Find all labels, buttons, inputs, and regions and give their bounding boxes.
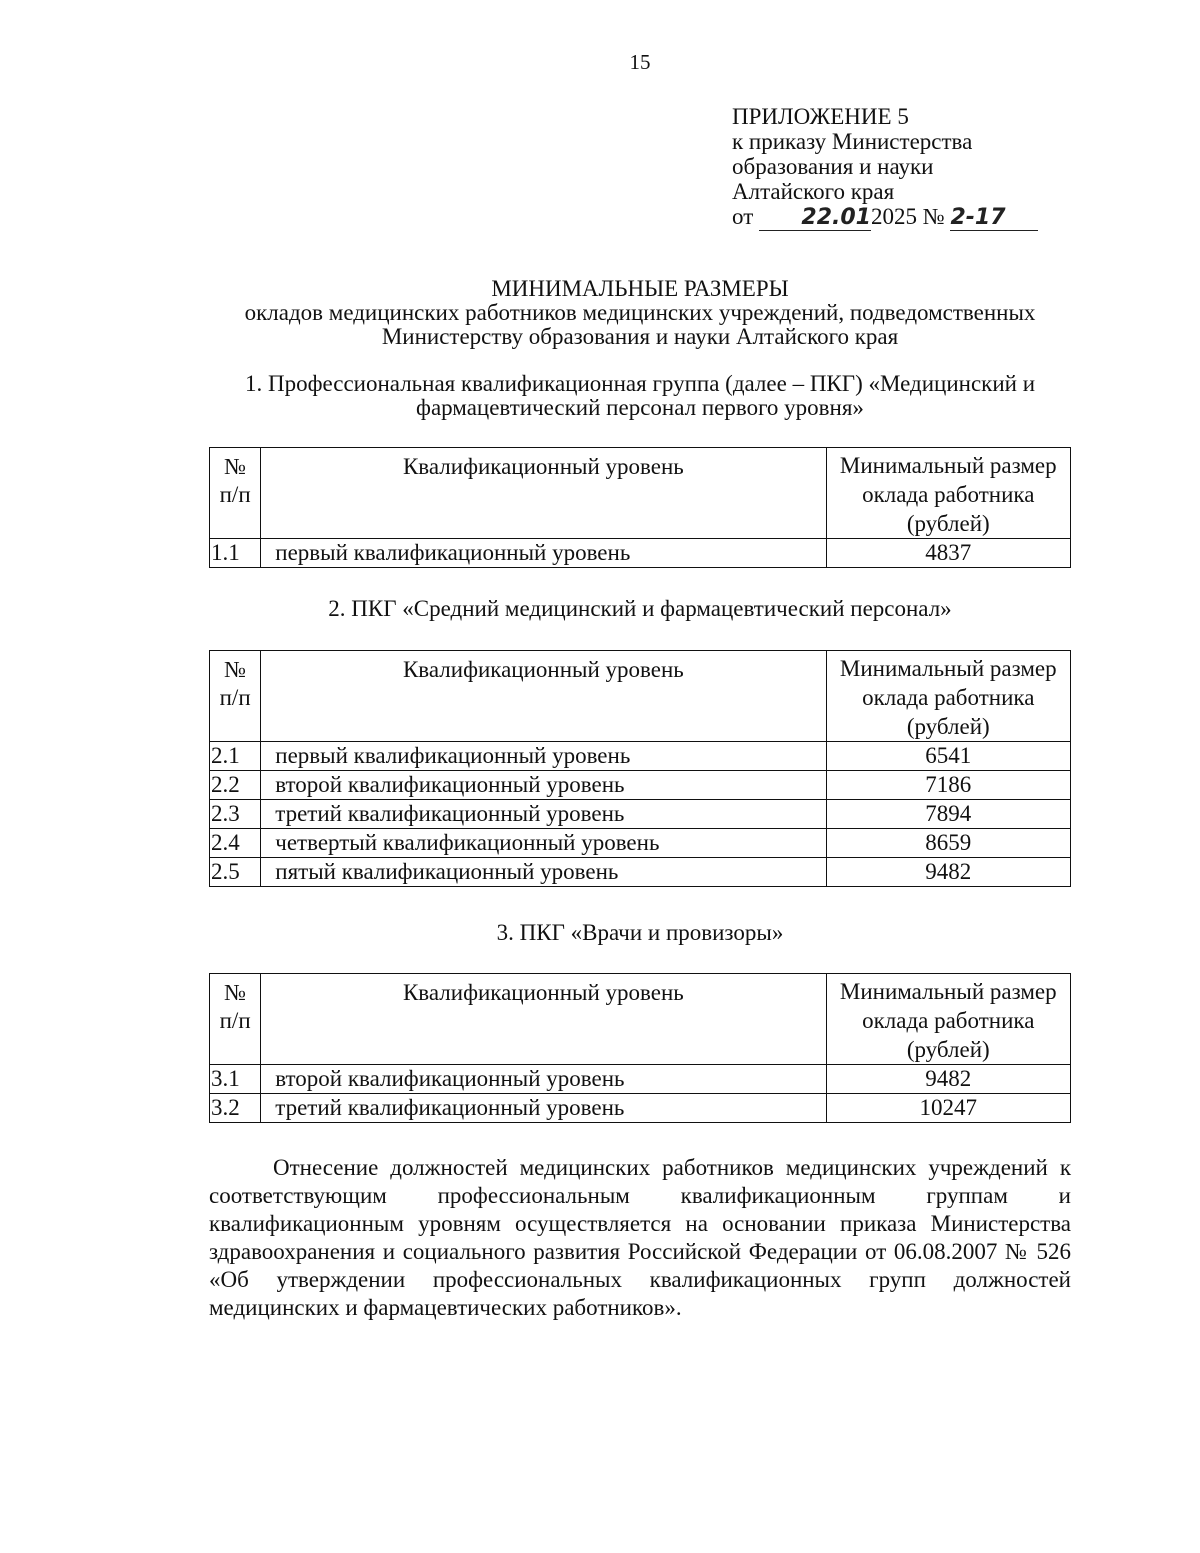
closing-paragraph [209,1154,1071,1322]
row-salary: 10247 [826,1094,1070,1123]
table-row [210,539,1071,568]
header-num-line-1: № [224,454,247,479]
header-salary-line-1: Минимальный размер [839,979,1057,1004]
row-level: четвертый квалификационный уровень [261,829,826,858]
table-header-row [210,974,1071,1065]
table-row [210,771,1071,800]
row-salary: 9482 [826,1065,1070,1094]
row-level: первый квалификационный уровень [261,742,826,771]
document-title [200,277,1080,349]
header-num-line-2: п/п [219,482,251,507]
table-row [210,1065,1071,1094]
row-salary: 8659 [826,829,1070,858]
row-num: 2.4 [210,829,261,858]
header-num [210,651,261,742]
table-header-row [210,651,1071,742]
row-salary: 9482 [826,858,1070,887]
section-3-heading-line-1: 3. ПКГ «Врачи и провизоры» [496,920,784,945]
header-salary-line-2: оклада работника [862,685,1035,710]
row-num: 3.1 [210,1065,261,1094]
header-salary-line-3: (рублей) [906,511,990,536]
year-text: 2025 № [871,204,945,229]
section-1-heading [200,372,1080,420]
handwritten-order-number: 2-17 [950,208,1038,231]
date-prefix: от [732,204,754,229]
appendix-line-3: Алтайского края [732,179,895,204]
row-num: 2.2 [210,771,261,800]
section-1-table [209,447,1071,568]
row-num: 2.3 [210,800,261,829]
header-num [210,448,261,539]
row-level: первый квалификационный уровень [261,539,826,568]
appendix-line-1: к приказу Министерства [732,129,973,154]
row-salary: 6541 [826,742,1070,771]
section-1-heading-line-2: фармацевтический персонал первого уровня» [416,395,864,420]
header-num [210,974,261,1065]
header-salary [826,448,1070,539]
row-salary: 7186 [826,771,1070,800]
row-salary: 7894 [826,800,1070,829]
row-level: второй квалификационный уровень [261,771,826,800]
section-3-table [209,973,1071,1123]
section-1-heading-line-1: 1. Профессиональная квалификационная группа (далее – ПКГ) «Медицинский и [244,371,1036,396]
section-2-heading-line-1: 2. ПКГ «Средний медицинский и фармацевтический персонал» [328,596,952,621]
row-level: пятый квалификационный уровень [261,858,826,887]
header-salary-line-1: Минимальный размер [839,453,1057,478]
appendix-title: ПРИЛОЖЕНИЕ 5 [732,104,909,129]
table-header-row [210,448,1071,539]
section-2-heading [200,597,1080,621]
header-salary-line-2: оклада работника [862,482,1035,507]
title-line-2: Министерству образования и науки Алтайского края [381,324,899,349]
header-salary-line-3: (рублей) [906,714,990,739]
header-salary-line-1: Минимальный размер [839,656,1057,681]
header-num-line-1: № [224,657,247,682]
row-level: третий квалификационный уровень [261,1094,826,1123]
closing-paragraph-text: Отнесение должностей медицинских работников медицинских учреждений к соответствующим профессиональным квалификационным группам и квалификационным уровням осуществляется на основании приказа Министерства здравоохранения и социального развития Российской Федерации от 06.08.2007 № 526 «Об утверждении профессиональных квалификационных групп должностей медицинских и фармацевтических работников». [209,1155,1071,1320]
row-num: 2.5 [210,858,261,887]
header-level: Квалификационный уровень [261,651,826,742]
header-level: Квалификационный уровень [261,974,826,1065]
header-level: Квалификационный уровень [261,448,826,539]
section-2-table [209,650,1071,887]
title-heading: МИНИМАЛЬНЫЕ РАЗМЕРЫ [491,276,789,301]
table-row [210,800,1071,829]
header-num-line-2: п/п [219,1008,251,1033]
appendix-block [732,104,1038,231]
row-level: третий квалификационный уровень [261,800,826,829]
handwritten-date: 22.01 [759,208,871,231]
header-salary [826,651,1070,742]
table-row [210,858,1071,887]
row-num: 3.2 [210,1094,261,1123]
row-num: 1.1 [210,539,261,568]
row-level: второй квалификационный уровень [261,1065,826,1094]
table-row [210,829,1071,858]
header-num-line-2: п/п [219,685,251,710]
row-num: 2.1 [210,742,261,771]
appendix-date-line [732,204,1038,231]
appendix-line-2: образования и науки [732,154,934,179]
header-salary [826,974,1070,1065]
table-row [210,1094,1071,1123]
title-line-1: окладов медицинских работников медицинских учреждений, подведомственных [244,300,1036,325]
section-3-heading [200,921,1080,945]
header-salary-line-3: (рублей) [906,1037,990,1062]
row-salary: 4837 [826,539,1070,568]
header-num-line-1: № [224,980,247,1005]
page-number: 15 [629,50,651,74]
table-row [210,742,1071,771]
header-salary-line-2: оклада работника [862,1008,1035,1033]
